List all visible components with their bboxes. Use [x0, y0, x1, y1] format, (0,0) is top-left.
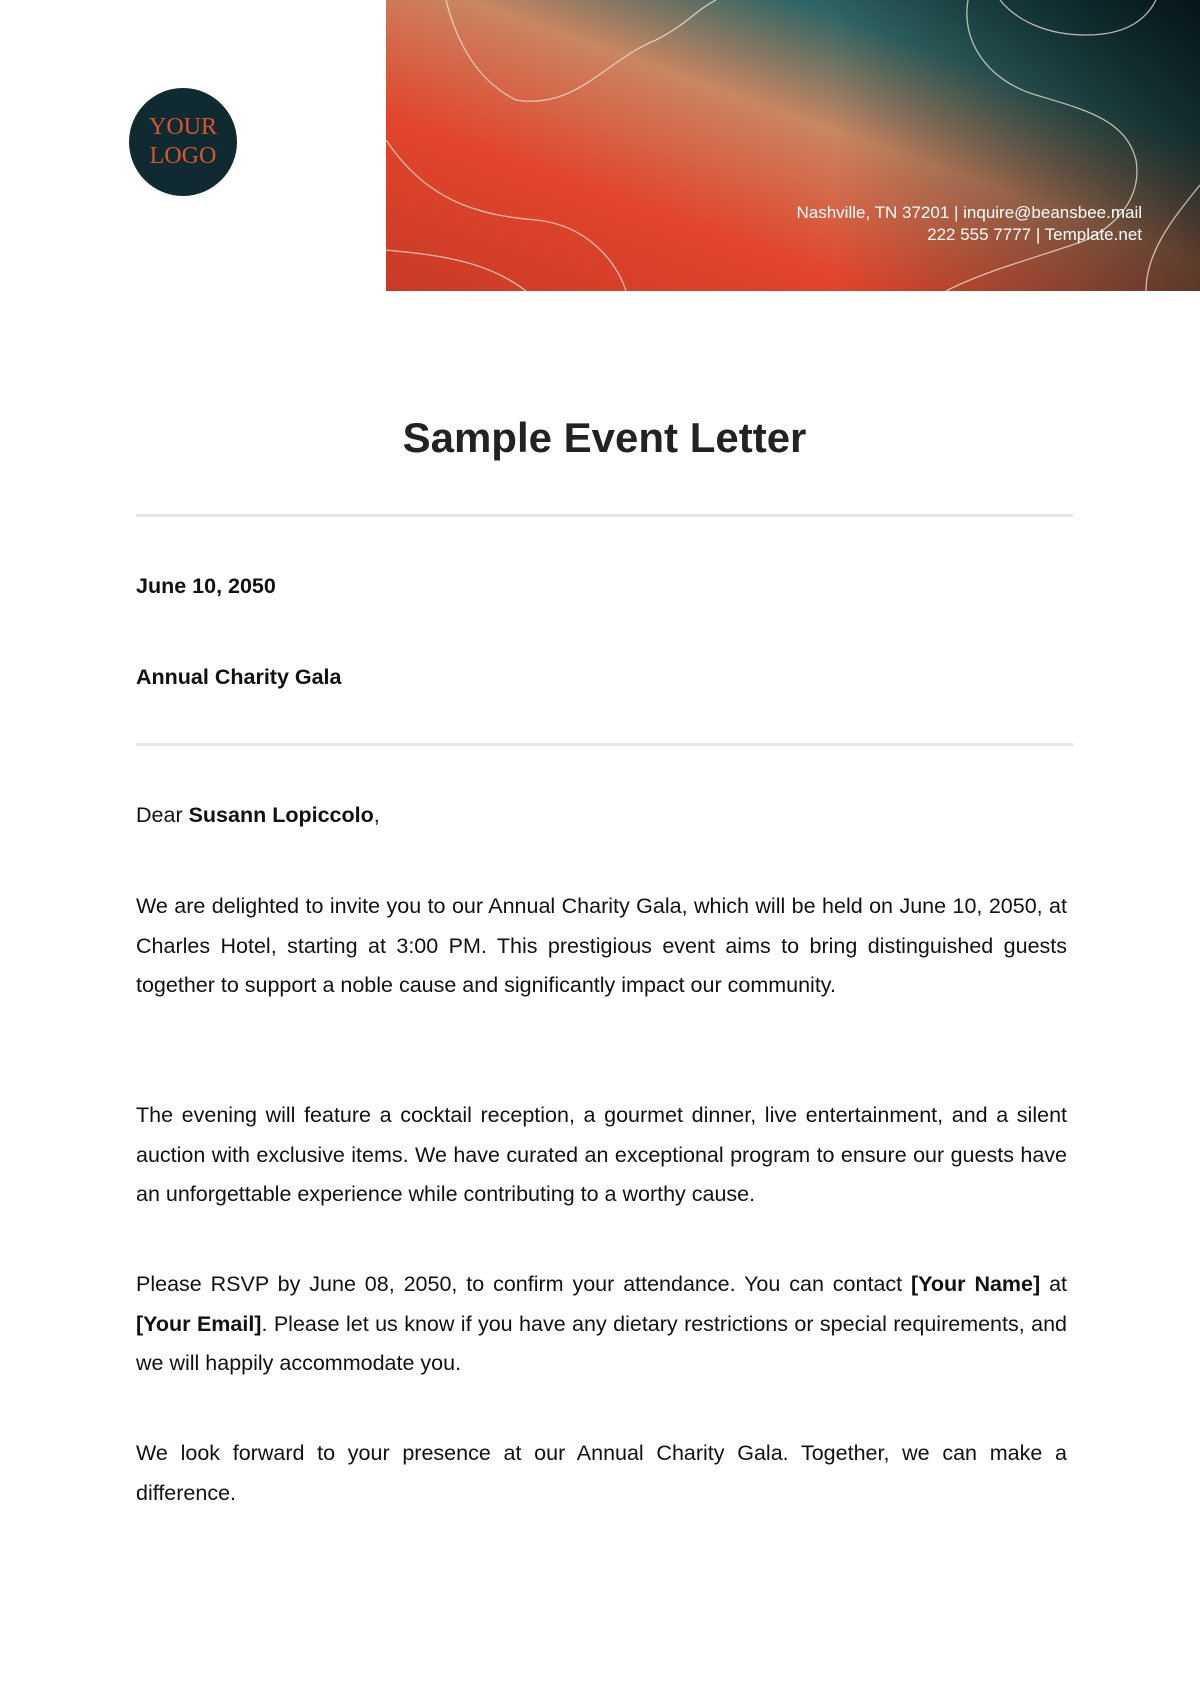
rsvp-text: Please RSVP by June 08, 2050, to confirm your attendance. You can contact: [136, 1272, 912, 1296]
body-paragraph-4: We look forward to your presence at our Annual Charity Gala. Together, we can make a difference.: [136, 1441, 1067, 1505]
salutation: [136, 796, 1067, 836]
divider-top: [136, 514, 1073, 517]
your-name-placeholder: [Your Name]: [911, 1272, 1041, 1296]
logo-text-line1: YOUR: [148, 114, 217, 140]
divider-bottom: [136, 743, 1073, 746]
salutation-suffix: ,: [373, 803, 380, 827]
contact-info: [797, 202, 1143, 246]
page-title: Sample Event Letter: [402, 414, 807, 461]
header-banner: [386, 0, 1200, 291]
banner-gradient-shade: [386, 0, 1200, 291]
salutation-prefix: Dear: [136, 803, 189, 827]
logo-text-line2: LOGO: [149, 143, 217, 169]
body-paragraph-1: We are delighted to invite you to our Annual Charity Gala, which will be held on June 10, 2050, at Charles Hotel, starting at 3:00 PM. This prestigious event aims to bring distinguished guests together to support a noble cause and significantly impact our community.: [136, 894, 1067, 997]
recipient-name: Susann Lopiccolo: [188, 803, 374, 827]
rsvp-closing: . Please let us know if you have any dietary restrictions or special requirements, and we will happily accommodate you.: [136, 1311, 1067, 1375]
body-paragraph-2: The evening will feature a cocktail reception, a gourmet dinner, live entertainment, and a silent auction with exclusive items. We have curated an exceptional program to ensure our guests have an unforgettable experience while contributing to a worthy cause.: [136, 1103, 1067, 1206]
contact-phone-website: 222 555 7777 | Template.net: [927, 225, 1142, 244]
your-email-placeholder: [Your Email]: [136, 1311, 262, 1336]
letter-date: June 10, 2050: [136, 574, 276, 598]
letter-subject: Annual Charity Gala: [136, 665, 342, 689]
rsvp-connector: at: [1040, 1272, 1067, 1296]
banner-gradient-art: [386, 0, 1200, 291]
company-logo: [129, 88, 237, 196]
body-paragraph-3: [136, 1265, 1067, 1384]
contact-address-email: Nashville, TN 37201 | inquire@beansbee.mail: [796, 203, 1142, 222]
